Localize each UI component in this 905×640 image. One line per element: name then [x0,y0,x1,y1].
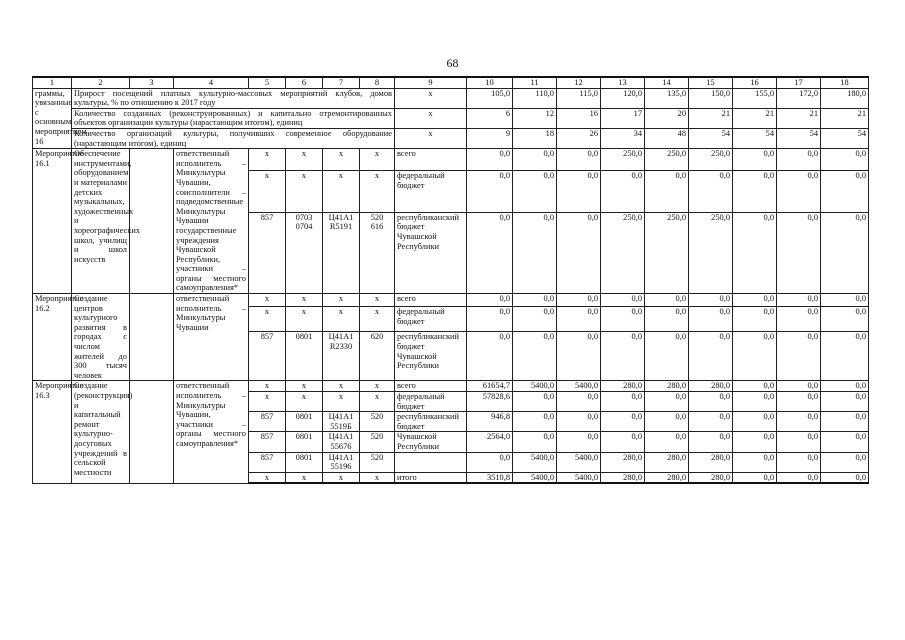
funding-source: итого [395,472,467,483]
grbs-code: 857 [249,452,286,472]
indicator-name: Количество организаций культуры, получивших современное оборудование (нарастающим итогом), единиц [72,128,395,148]
funding-value: 0,0 [513,212,557,293]
funding-value: 0,0 [733,432,777,452]
funding-value: 57828,6 [467,392,513,412]
funding-source: федеральный бюджет [395,392,467,412]
funding-value: 0,0 [777,171,821,213]
funding-value: 0,0 [821,307,869,332]
indicator-value: 115,0 [557,88,601,108]
indicator-value: 16 [557,108,601,128]
funding-value: 0,0 [733,381,777,392]
column-number-cell: 15 [689,77,733,88]
funding-value: 0,0 [689,294,733,307]
column-number-cell: 16 [733,77,777,88]
measure-row [33,381,869,392]
funding-value: 0,0 [645,307,689,332]
funding-value: 0,0 [645,392,689,412]
funding-value: 0,0 [689,432,733,452]
indicator-value: 21 [689,108,733,128]
section-code: 0801 [286,432,323,452]
funding-value: 0,0 [689,412,733,432]
funding-value: 5400,0 [557,472,601,483]
section-code: х [286,472,323,483]
funding-value: 0,0 [557,412,601,432]
column-number-cell: 1 [33,77,72,88]
indicator-value: 48 [645,128,689,148]
funding-value: 0,0 [467,149,513,171]
measure-label: Мероприятие 16.3 [33,381,72,483]
funding-value: 0,0 [777,452,821,472]
measure-row [33,149,869,171]
funding-value: 0,0 [733,452,777,472]
funding-value: 0,0 [601,392,645,412]
section-code: х [286,149,323,171]
funding-value: 0,0 [689,171,733,213]
indicator-value: 20 [645,108,689,128]
funding-value: 250,0 [689,149,733,171]
funding-value: 0,0 [467,294,513,307]
column-number-cell: 13 [601,77,645,88]
empty-cell [130,294,174,381]
funding-value: 0,0 [557,392,601,412]
measure-executors: ответственный исполнитель – Минкультуры Чувашии, участники – органы местного самоуправления* [174,381,249,483]
funding-value: 946,8 [467,412,513,432]
target-article-code: х [323,294,360,307]
funding-value: 0,0 [821,472,869,483]
funding-value: 0,0 [777,472,821,483]
funding-source: всего [395,149,467,171]
funding-value: 0,0 [467,452,513,472]
measure-name: Создание (реконструкция) и капитальный ремонт культурно-досуговых учреждений в сельской местности [72,381,130,483]
funding-value: 0,0 [777,212,821,293]
column-number-row [33,77,869,88]
funding-value: 0,0 [689,307,733,332]
funding-value: 0,0 [645,432,689,452]
funding-value: 280,0 [645,452,689,472]
funding-value: 0,0 [821,294,869,307]
indicator-value: 34 [601,128,645,148]
column-number-cell: 9 [395,77,467,88]
indicator-value: 150,0 [689,88,733,108]
funding-value: 0,0 [467,171,513,213]
column-number-cell: 3 [130,77,174,88]
indicator-mark: х [395,88,467,108]
measure-label: Мероприятие 16.1 [33,149,72,294]
expense-type-code: х [360,294,395,307]
funding-value: 0,0 [733,212,777,293]
column-number-cell: 4 [174,77,249,88]
indicator-mark: х [395,128,467,148]
funding-value: 0,0 [601,332,645,381]
funding-value: 250,0 [601,149,645,171]
funding-value: 280,0 [689,452,733,472]
indicator-value: 21 [777,108,821,128]
grbs-code: х [249,392,286,412]
section-code: 0801 [286,332,323,381]
funding-value: 0,0 [777,412,821,432]
funding-value: 0,0 [513,332,557,381]
funding-value: 280,0 [601,452,645,472]
section-code: х [286,294,323,307]
expense-type-code: х [360,472,395,483]
funding-source: республиканский бюджет Чувашской Республики [395,332,467,381]
column-number-cell: 6 [286,77,323,88]
funding-value: 0,0 [733,307,777,332]
column-number-cell: 17 [777,77,821,88]
indicator-name: Количество созданных (реконструированных) и капитально отремонтированных объектов организации культуры (нарастающим итогом), единиц [72,108,395,128]
indicator-value: 172,0 [777,88,821,108]
grbs-code: х [249,472,286,483]
grbs-code: 857 [249,412,286,432]
measure-name: Обеспечение инструментами, оборудованием и материалами детских музыкальных, художественных и хореографических школ, училищ и школ искусств [72,149,130,294]
funding-value: 0,0 [513,149,557,171]
indicator-group-label: граммы, увязанные с основным мероприятием 16 [33,88,72,149]
funding-value: 5400,0 [513,452,557,472]
section-code: х [286,171,323,213]
funding-value: 0,0 [777,332,821,381]
funding-value: 280,0 [601,381,645,392]
funding-value: 0,0 [777,294,821,307]
funding-value: 280,0 [689,381,733,392]
indicator-value: 26 [557,128,601,148]
indicator-value: 54 [733,128,777,148]
funding-value: 0,0 [557,307,601,332]
funding-value: 0,0 [821,149,869,171]
indicator-row [33,88,869,108]
funding-value: 0,0 [645,412,689,432]
funding-source [395,452,467,472]
indicator-value: 54 [777,128,821,148]
funding-value: 280,0 [601,472,645,483]
indicator-value: 17 [601,108,645,128]
measure-row [33,294,869,307]
expense-type-code: 520 616 [360,212,395,293]
funding-source: Чувашской Республики [395,432,467,452]
target-article-code: х [323,381,360,392]
funding-value: 0,0 [689,392,733,412]
funding-value: 0,0 [557,432,601,452]
funding-value: 0,0 [777,307,821,332]
funding-source: всего [395,381,467,392]
funding-value: 5400,0 [557,381,601,392]
indicator-mark: х [395,108,467,128]
indicator-value: 105,0 [467,88,513,108]
funding-value: 5400,0 [513,381,557,392]
grbs-code: х [249,171,286,213]
funding-value: 250,0 [645,149,689,171]
funding-value: 0,0 [777,432,821,452]
funding-value: 0,0 [821,412,869,432]
measure-label: Мероприятие 16.2 [33,294,72,381]
empty-cell [130,381,174,483]
section-code: х [286,392,323,412]
funding-value: 280,0 [645,472,689,483]
funding-value: 0,0 [645,294,689,307]
column-number-cell: 12 [557,77,601,88]
indicator-value: 12 [513,108,557,128]
funding-value: 0,0 [821,332,869,381]
column-number-cell: 5 [249,77,286,88]
funding-source: республиканский бюджет [395,412,467,432]
grbs-code: 857 [249,332,286,381]
indicator-value: 110,0 [513,88,557,108]
funding-value: 0,0 [821,392,869,412]
grbs-code: х [249,149,286,171]
funding-value: 3510,8 [467,472,513,483]
section-code: х [286,381,323,392]
indicator-value: 21 [821,108,869,128]
column-number-cell: 11 [513,77,557,88]
funding-value: 280,0 [689,472,733,483]
indicator-row [33,108,869,128]
indicator-value: 120,0 [601,88,645,108]
target-article-code: Ц41А1 R2330 [323,332,360,381]
funding-value: 0,0 [557,212,601,293]
target-article-code: х [323,307,360,332]
funding-value: 0,0 [821,212,869,293]
funding-value: 5400,0 [557,452,601,472]
indicator-value: 9 [467,128,513,148]
expense-type-code: 520 [360,452,395,472]
funding-value: 0,0 [467,212,513,293]
column-number-cell: 7 [323,77,360,88]
funding-value: 0,0 [821,171,869,213]
funding-source: всего [395,294,467,307]
grbs-code: х [249,307,286,332]
funding-source: федеральный бюджет [395,171,467,213]
funding-value: 0,0 [777,149,821,171]
funding-value: 0,0 [601,307,645,332]
funding-value: 0,0 [601,412,645,432]
funding-value: 0,0 [733,294,777,307]
target-article-code: Ц41А1 55676 [323,432,360,452]
funding-value: 0,0 [557,294,601,307]
expense-type-code: х [360,381,395,392]
target-article-code: Ц41А1 55196 [323,452,360,472]
funding-value: 0,0 [821,381,869,392]
funding-value: 0,0 [733,149,777,171]
expense-type-code: х [360,307,395,332]
target-article-code: Ц41А1 R5191 [323,212,360,293]
grbs-code: 857 [249,212,286,293]
grbs-code: х [249,381,286,392]
expense-type-code: 620 [360,332,395,381]
funding-value: 0,0 [777,392,821,412]
measure-name: Создание центров культурного развития в городах с числом жителей до 300 тысяч человек [72,294,130,381]
funding-value: 5400,0 [513,472,557,483]
page-number: 68 [446,56,459,70]
funding-value: 0,0 [821,432,869,452]
column-number-cell: 8 [360,77,395,88]
funding-value: 0,0 [733,412,777,432]
funding-value: 0,0 [513,294,557,307]
target-article-code: х [323,472,360,483]
expense-type-code: х [360,392,395,412]
funding-value: 0,0 [733,392,777,412]
indicator-value: 6 [467,108,513,128]
funding-value: 0,0 [513,412,557,432]
funding-value: 0,0 [513,171,557,213]
funding-value: 0,0 [467,332,513,381]
funding-value: 0,0 [557,171,601,213]
target-article-code: Ц41А1 5519Б [323,412,360,432]
column-number-cell: 10 [467,77,513,88]
funding-value: 0,0 [733,472,777,483]
indicator-value: 54 [689,128,733,148]
funding-value: 0,0 [733,332,777,381]
funding-value: 0,0 [645,171,689,213]
expense-type-code: 520 [360,412,395,432]
measure-executors: ответственный исполнитель – Минкультуры Чувашии [174,294,249,381]
funding-value: 61654,7 [467,381,513,392]
funding-value: 0,0 [645,332,689,381]
funding-value: 0,0 [777,381,821,392]
target-article-code: х [323,392,360,412]
target-article-code: х [323,149,360,171]
funding-value: 0,0 [733,171,777,213]
funding-value: 250,0 [645,212,689,293]
program-table [32,76,869,484]
section-code: 0801 [286,412,323,432]
target-article-code: х [323,171,360,213]
indicator-value: 155,0 [733,88,777,108]
grbs-code: х [249,294,286,307]
column-number-cell: 14 [645,77,689,88]
section-code: 0703 0704 [286,212,323,293]
measure-executors: ответственный исполнитель – Минкультуры Чувашии, соисполнители – подведомственные Минкультуры Чувашии государственные учреждения Чувашской Республики, участники – органы местного самоуправления* [174,149,249,294]
funding-source: федеральный бюджет [395,307,467,332]
funding-value: 0,0 [513,307,557,332]
expense-type-code: х [360,149,395,171]
funding-value: 0,0 [557,332,601,381]
funding-value: 0,0 [689,332,733,381]
funding-value: 0,0 [557,149,601,171]
section-code: х [286,307,323,332]
funding-value: 0,0 [821,452,869,472]
funding-value: 280,0 [645,381,689,392]
section-code: 0801 [286,452,323,472]
indicator-value: 21 [733,108,777,128]
expense-type-code: х [360,171,395,213]
indicator-row [33,128,869,148]
funding-value: 0,0 [601,171,645,213]
funding-value: 0,0 [601,432,645,452]
funding-source: республиканский бюджет Чувашской Республики [395,212,467,293]
column-number-cell: 2 [72,77,130,88]
funding-value: 0,0 [601,294,645,307]
indicator-value: 54 [821,128,869,148]
funding-value: 0,0 [513,392,557,412]
indicator-value: 180,0 [821,88,869,108]
funding-value: 0,0 [513,432,557,452]
funding-value: 2564,0 [467,432,513,452]
funding-value: 250,0 [601,212,645,293]
grbs-code: 857 [249,432,286,452]
indicator-name: Прирост посещений платных культурно-массовых мероприятий клубов, домов культуры, % по отношению к 2017 году [72,88,395,108]
indicator-value: 18 [513,128,557,148]
funding-value: 0,0 [467,307,513,332]
indicator-value: 135,0 [645,88,689,108]
expense-type-code: 520 [360,432,395,452]
funding-value: 250,0 [689,212,733,293]
column-number-cell: 18 [821,77,869,88]
empty-cell [130,149,174,294]
